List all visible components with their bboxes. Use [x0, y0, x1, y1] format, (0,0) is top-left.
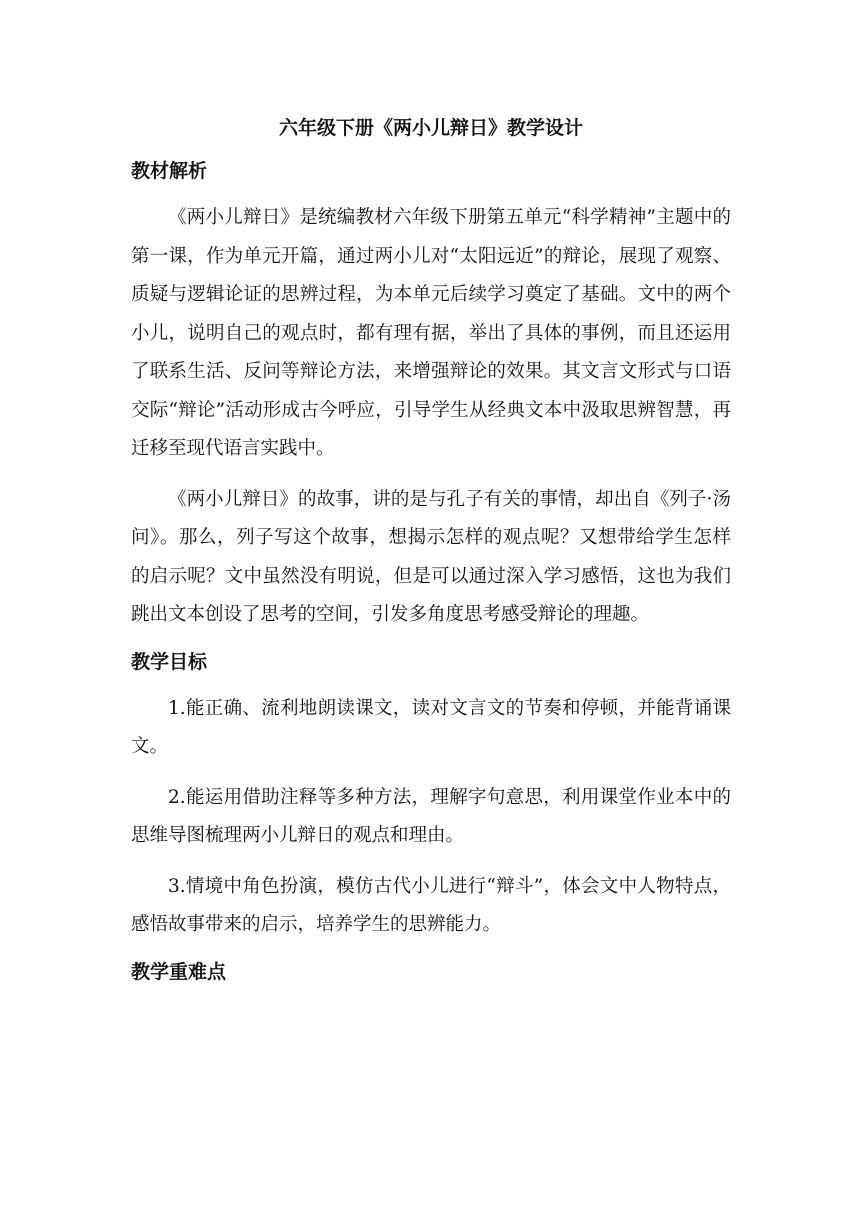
- document-title: 六年级下册《两小儿辩日》教学设计: [278, 117, 583, 139]
- objective-item: 1.能正确、流利地朗读课文，读对文言文的节奏和停顿，并能背诵课文。: [131, 697, 731, 757]
- objective-item: 2.能运用借助注释等多种方法，理解字句意思，利用课堂作业本中的思维导图梳理两小儿辩日的观点和理由。: [131, 786, 731, 846]
- paragraph: 《两小儿辩日》的故事，讲的是与孔子有关的事情，却出自《列子·汤问》。那么，列子写这个故事，想揭示怎样的观点呢？又想带给学生怎样的启示呢？文中虽然没有明说，但是可以通过深入学习感悟，这也为我们跳出文本创设了思考的空间，引发多角度思考感受辩论的理趣。: [131, 488, 731, 625]
- section-heading-textbook-analysis: 教材解析: [131, 160, 208, 182]
- document-body: [131, 113, 731, 1000]
- section-heading-teaching-objectives: 教学目标: [131, 650, 208, 673]
- objective-item: 3.情境中角色扮演，模仿古代小儿进行“辩斗”，体会文中人物特点，感悟故事带来的启示，培养学生的思辨能力。: [131, 875, 731, 935]
- section-heading-key-difficulties: 教学重难点: [131, 960, 227, 983]
- paragraph: 《两小儿辩日》是统编教材六年级下册第五单元“科学精神”主题中的第一课，作为单元开篇，通过两小儿对“太阳远近”的辩论，展现了观察、质疑与逻辑论证的思辨过程，为本单元后续学习奠定了基础。文中的两个小儿，说明自己的观点时，都有理有据，举出了具体的事例，而且还运用了联系生活、反问等辩论方法，来增强辩论的效果。其文言文形式与口语交际“辩论”活动形成古今呼应，引导学生从经典文本中汲取思辨智慧，再迁移至现代语言实践中。: [131, 207, 731, 459]
